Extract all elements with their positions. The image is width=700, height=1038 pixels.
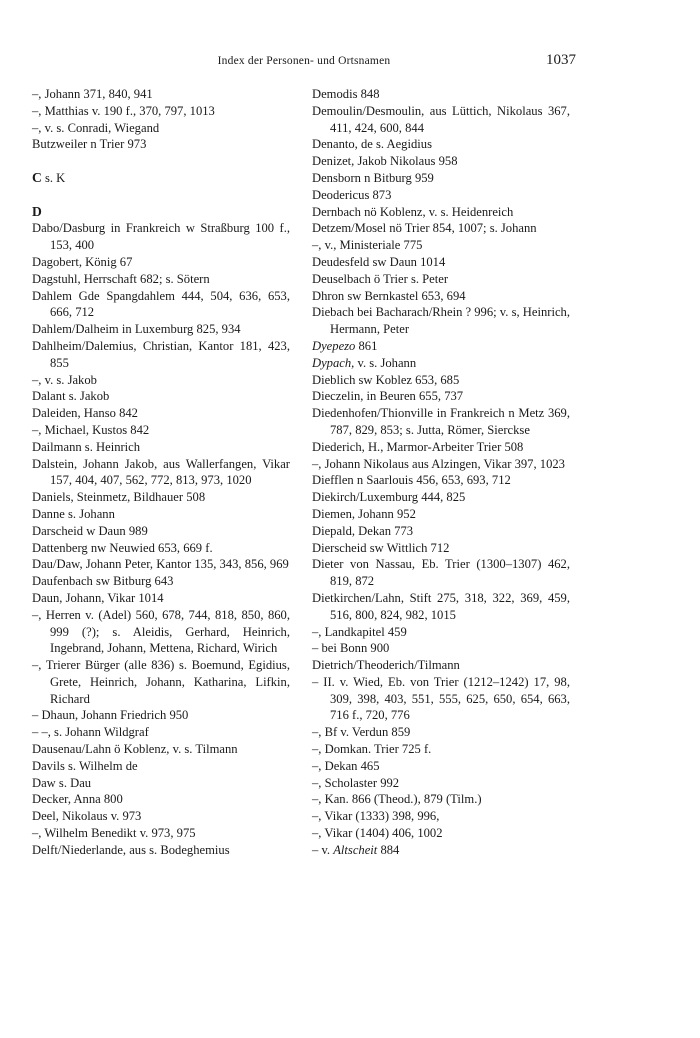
index-entry bbox=[312, 355, 570, 372]
heading-letter: C bbox=[32, 169, 42, 185]
index-entry bbox=[32, 724, 290, 741]
section-gap bbox=[32, 153, 290, 170]
entry-text: Dagstuhl, Herrschaft 682; s. Sötern bbox=[32, 271, 210, 286]
index-entry bbox=[32, 422, 290, 439]
index-entry bbox=[32, 825, 290, 842]
entry-text: Dernbach nö Koblenz, v. s. Heidenreich bbox=[312, 204, 514, 219]
entry-text: Dailmann s. Heinrich bbox=[32, 439, 141, 454]
entry-text: Dhron sw Bernkastel 653, 694 bbox=[312, 288, 466, 303]
letter-heading bbox=[32, 204, 290, 221]
index-entry bbox=[312, 775, 570, 792]
index-entry bbox=[32, 388, 290, 405]
entry-text: –, Trierer Bürger (alle 836) s. Boemund, Egidius, Grete, Heinrich, Johann, Katharina, Lifkin, Richard bbox=[32, 658, 290, 706]
entry-text: Daleiden, Hanso 842 bbox=[32, 406, 138, 421]
index-entry bbox=[312, 153, 570, 170]
entry-text: Dieblich sw Koblez 653, 685 bbox=[312, 372, 460, 387]
entry-text: Dausenau/Lahn ö Koblenz, v. s. Tilmann bbox=[32, 742, 238, 757]
index-entry bbox=[32, 120, 290, 137]
entry-text: Dalant s. Jakob bbox=[32, 389, 110, 404]
index-entry bbox=[312, 590, 570, 624]
entry-text: – Dhaun, Johann Friedrich 950 bbox=[32, 708, 189, 723]
index-entry bbox=[32, 791, 290, 808]
running-header bbox=[32, 52, 576, 72]
entry-text: Demodis 848 bbox=[312, 87, 380, 101]
index-entry bbox=[312, 220, 570, 237]
entry-text: –, Vikar (1404) 406, 1002 bbox=[312, 826, 443, 841]
entry-text: Dattenberg nw Neuwied 653, 669 f. bbox=[32, 540, 213, 555]
entry-text: Darscheid w Daun 989 bbox=[32, 523, 148, 538]
entry-text: –, Herren v. (Adel) 560, 678, 744, 818, 850, 860, 999 (?); s. Aleidis, Gerhard, Heinrich, Ingebrand, Johann, Mettena, Richard, Wirich bbox=[32, 607, 290, 656]
entry-text: – bei Bonn 900 bbox=[312, 641, 390, 656]
index-entry bbox=[32, 405, 290, 422]
entry-italic-name: Altscheit bbox=[333, 842, 378, 857]
index-entry bbox=[32, 136, 290, 153]
index-entry bbox=[312, 556, 570, 590]
index-entry bbox=[312, 170, 570, 187]
entry-text: –, Wilhelm Benedikt v. 973, 975 bbox=[32, 826, 196, 841]
index-entry bbox=[32, 657, 290, 707]
entry-text: Dagobert, König 67 bbox=[32, 254, 133, 269]
index-column-left bbox=[32, 86, 290, 859]
entry-text: Delft/Niederlande, aus s. Bodeghemius bbox=[32, 842, 230, 857]
index-entry bbox=[32, 489, 290, 506]
index-entry bbox=[312, 86, 570, 103]
index-entry bbox=[32, 540, 290, 557]
entry-text: –, Domkan. Trier 725 f. bbox=[312, 742, 432, 757]
entry-text: Dahlem/Dalheim in Luxemburg 825, 934 bbox=[32, 322, 241, 337]
index-entry bbox=[312, 624, 570, 641]
index-entry bbox=[312, 472, 570, 489]
entry-text: –, Dekan 465 bbox=[312, 758, 380, 773]
index-entry bbox=[32, 456, 290, 490]
entry-text: 861 bbox=[355, 338, 378, 353]
index-entry bbox=[32, 607, 290, 657]
entry-text: Deodericus 873 bbox=[312, 187, 392, 202]
index-entry bbox=[312, 741, 570, 758]
index-entry bbox=[32, 103, 290, 120]
index-entry bbox=[312, 388, 570, 405]
entry-text: v. s. Johann bbox=[354, 355, 417, 370]
entry-text: –, v., Ministeriale 775 bbox=[312, 238, 423, 253]
entry-text: Davils s. Wilhelm de bbox=[32, 758, 138, 773]
index-entry bbox=[32, 590, 290, 607]
index-entry bbox=[32, 86, 290, 103]
index-entry bbox=[312, 304, 570, 338]
index-entry bbox=[32, 506, 290, 523]
index-entry bbox=[32, 775, 290, 792]
index-entry bbox=[312, 540, 570, 557]
index-entry bbox=[312, 237, 570, 254]
index-entry bbox=[312, 674, 570, 724]
index-column-right bbox=[312, 86, 570, 859]
entry-text: Deuselbach ö Trier s. Peter bbox=[312, 271, 449, 286]
index-entry bbox=[312, 254, 570, 271]
entry-text: – II. v. Wied, Eb. von Trier (1212–1242) 17, 98, 309, 398, 403, 551, 555, 625, 650, 654, 663, 716 f., 720, 776 bbox=[312, 674, 570, 723]
index-entry bbox=[312, 288, 570, 305]
index-entry bbox=[312, 405, 570, 439]
index-entry bbox=[312, 808, 570, 825]
index-entry bbox=[312, 640, 570, 657]
entry-text: Diekirch/Luxemburg 444, 825 bbox=[312, 490, 466, 505]
entry-text: Dahlheim/Dalemius, Christian, Kantor 181, 423, 855 bbox=[32, 338, 290, 370]
entry-text: Butzweiler n Trier 973 bbox=[32, 137, 147, 152]
index-entry bbox=[312, 489, 570, 506]
entry-prefix: – v. bbox=[312, 842, 334, 857]
index-entry bbox=[32, 707, 290, 724]
heading-reference: s. K bbox=[41, 170, 66, 185]
index-entry bbox=[312, 825, 570, 842]
entry-text: Dau/Daw, Johann Peter, Kantor 135, 343, 856, 969 bbox=[32, 557, 289, 572]
entry-text: Diepald, Dekan 773 bbox=[312, 523, 414, 538]
index-entry bbox=[32, 523, 290, 540]
index-entry bbox=[312, 506, 570, 523]
index-entry bbox=[312, 136, 570, 153]
index-entry bbox=[32, 220, 290, 254]
entry-text: Densborn n Bitburg 959 bbox=[312, 170, 434, 185]
entry-text: –, Bf v. Verdun 859 bbox=[312, 725, 411, 740]
entry-text: Dietrich/Theoderich/Tilmann bbox=[312, 658, 460, 673]
entry-text: –, Michael, Kustos 842 bbox=[32, 422, 150, 437]
entry-text: Dierscheid sw Wittlich 712 bbox=[312, 540, 450, 555]
entry-text: Daw s. Dau bbox=[32, 775, 92, 790]
running-title: Index der Personen- und Ortsnamen bbox=[217, 55, 391, 67]
entry-text: –, Kan. 866 (Theod.), 879 (Tilm.) bbox=[312, 792, 482, 807]
index-entry bbox=[32, 842, 290, 859]
index-entry bbox=[32, 254, 290, 271]
index-entry bbox=[32, 372, 290, 389]
entry-text: –, v. s. Jakob bbox=[32, 372, 97, 387]
entry-text: Dieter von Nassau, Eb. Trier (1300–1307) 462, 819, 872 bbox=[312, 557, 570, 589]
page-number: 1037 bbox=[546, 52, 576, 68]
entry-text: Dabo/Dasburg in Frankreich w Straßburg 100 f., 153, 400 bbox=[32, 221, 290, 253]
index-entry bbox=[312, 657, 570, 674]
index-entry bbox=[312, 791, 570, 808]
entry-text: Daufenbach sw Bitburg 643 bbox=[32, 574, 174, 589]
entry-text: Daniels, Steinmetz, Bildhauer 508 bbox=[32, 490, 206, 505]
entry-text: Detzem/Mosel nö Trier 854, 1007; s. Johann bbox=[312, 221, 537, 236]
index-entry bbox=[312, 372, 570, 389]
index-entry bbox=[32, 321, 290, 338]
entry-text: – –, s. Johann Wildgraf bbox=[32, 725, 149, 740]
index-entry bbox=[32, 338, 290, 372]
index-entry bbox=[32, 556, 290, 573]
section-gap bbox=[32, 187, 290, 204]
entry-text: –, Scholaster 992 bbox=[312, 775, 400, 790]
entry-text: Demoulin/Desmoulin, aus Lüttich, Nikolaus 367, 411, 424, 600, 844 bbox=[312, 103, 570, 135]
heading-letter: D bbox=[32, 203, 42, 219]
index-entry bbox=[32, 758, 290, 775]
index-entry bbox=[32, 439, 290, 456]
entry-text: –, v. s. Conradi, Wiegand bbox=[32, 120, 160, 135]
entry-text: Deel, Nikolaus v. 973 bbox=[32, 809, 142, 824]
entry-text: –, Vikar (1333) 398, 996, bbox=[312, 809, 440, 824]
index-entry bbox=[312, 758, 570, 775]
entry-text: Dahlem Gde Spangdahlem 444, 504, 636, 653, 666, 712 bbox=[32, 288, 290, 320]
entry-text: Denanto, de s. Aegidius bbox=[312, 137, 432, 152]
entry-text: Diederich, H., Marmor-Arbeiter Trier 508 bbox=[312, 439, 524, 454]
index-entry bbox=[312, 103, 570, 137]
index-entry bbox=[312, 187, 570, 204]
entry-text: –, Johann 371, 840, 941 bbox=[32, 87, 153, 101]
entry-text: Dietkirchen/Lahn, Stift 275, 318, 322, 369, 459, 516, 800, 824, 982, 1015 bbox=[312, 590, 570, 622]
entry-text: 884 bbox=[377, 842, 400, 857]
entry-text: Danne s. Johann bbox=[32, 506, 115, 521]
entry-text: Dieczelin, in Beuren 655, 737 bbox=[312, 389, 464, 404]
entry-text: Diedenhofen/Thionville in Frankreich n Metz 369, 787, 829, 853; s. Jutta, Römer, Siercksе bbox=[312, 406, 570, 437]
entry-text: Dalstein, Johann Jakob, aus Wallerfangen, Vikar 157, 404, 407, 562, 772, 813, 973, 1020 bbox=[32, 456, 290, 488]
entry-text: Daun, Johann, Vikar 1014 bbox=[32, 590, 164, 605]
index-entry bbox=[312, 523, 570, 540]
entry-text: –, Landkapitel 459 bbox=[312, 624, 407, 639]
entry-text: Diefflen n Saarlouis 456, 653, 693, 712 bbox=[312, 473, 511, 488]
index-entry bbox=[32, 741, 290, 758]
entry-text: Diemen, Johann 952 bbox=[312, 506, 416, 521]
index-entry bbox=[312, 456, 570, 473]
entry-text: –, Johann Nikolaus aus Alzingen, Vikar 397, 1023 bbox=[312, 456, 565, 471]
index-entry bbox=[32, 271, 290, 288]
entry-text: Deudesfeld sw Daun 1014 bbox=[312, 254, 446, 269]
index-entry bbox=[312, 271, 570, 288]
index-entry bbox=[32, 808, 290, 825]
index-entry bbox=[32, 288, 290, 322]
index-entry bbox=[312, 724, 570, 741]
entry-text: –, Matthias v. 190 f., 370, 797, 1013 bbox=[32, 103, 215, 118]
entry-italic-name: Dyepezo bbox=[312, 338, 356, 353]
index-entry bbox=[312, 204, 570, 221]
index-entry bbox=[312, 338, 570, 355]
entry-text: Diebach bei Bacharach/Rhein ? 996; v. s, Heinrich, Hermann, Peter bbox=[312, 305, 570, 337]
entry-italic-name: Dypach, bbox=[312, 355, 355, 370]
entry-text: Denizet, Jakob Nikolaus 958 bbox=[312, 154, 458, 169]
entry-text: Decker, Anna 800 bbox=[32, 792, 123, 807]
letter-heading bbox=[32, 170, 290, 187]
index-entry bbox=[312, 439, 570, 456]
index-entry bbox=[32, 573, 290, 590]
index-entry bbox=[312, 842, 570, 859]
